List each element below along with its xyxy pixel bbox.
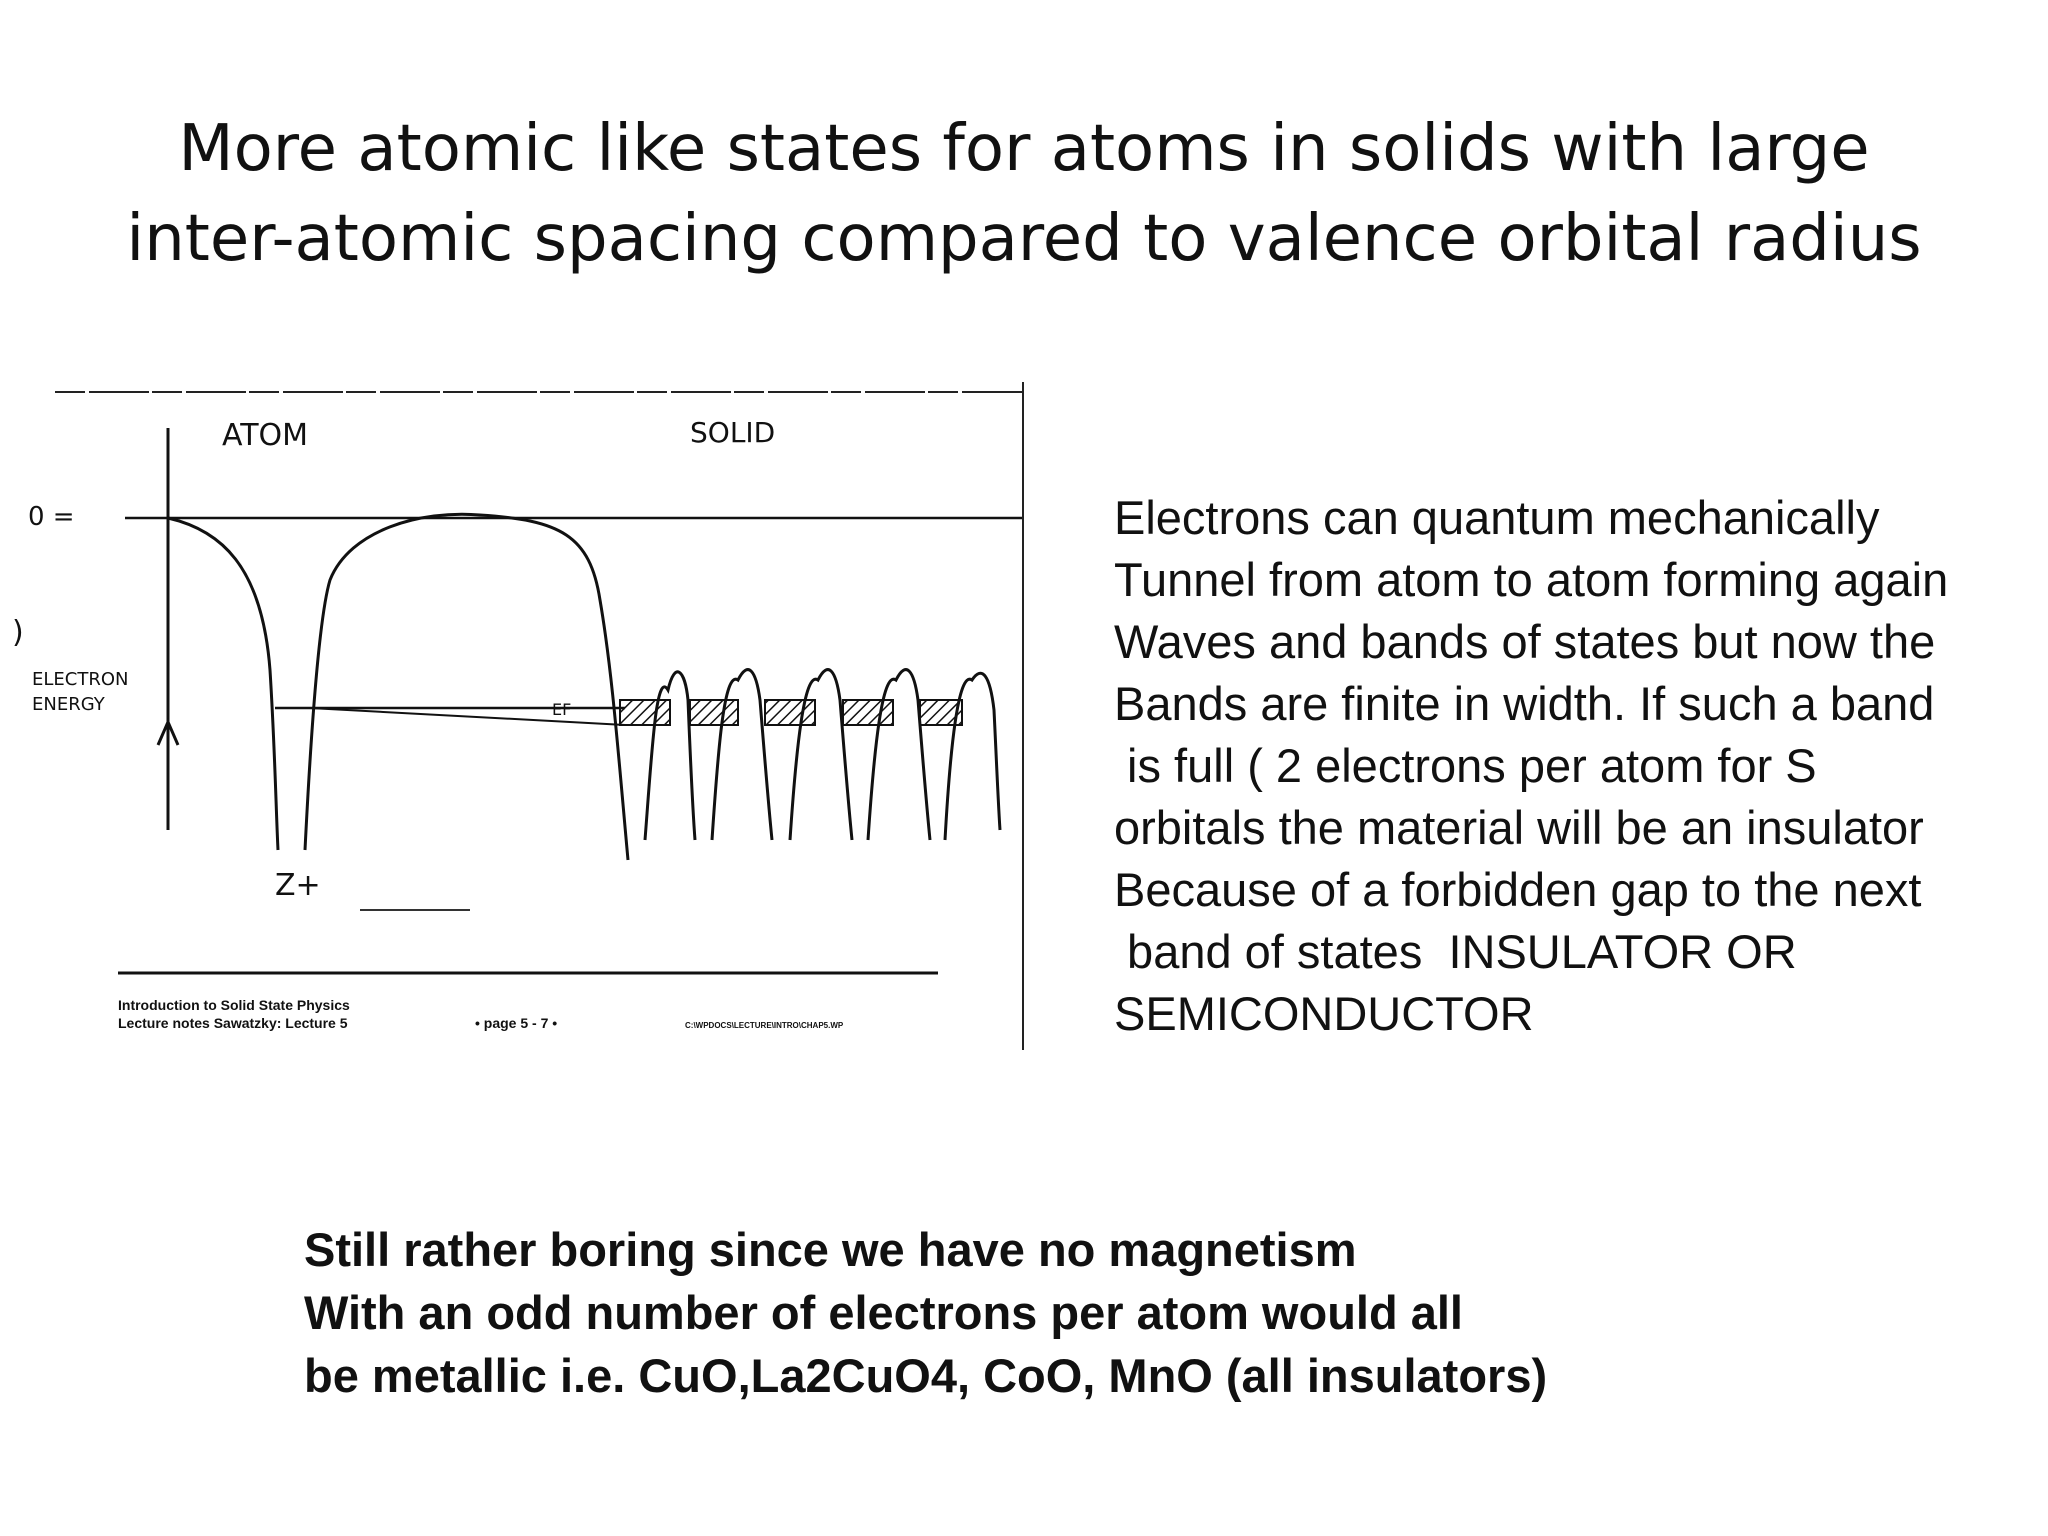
solid-well-2 [712, 670, 772, 840]
body-line-9: SEMICONDUCTOR [1114, 987, 1534, 1040]
solid-well-1 [645, 672, 695, 840]
label-zero: 0 = [28, 502, 75, 532]
band-diagram [0, 370, 1040, 1060]
label-ef: EF [552, 700, 572, 719]
label-electron: ELECTRON [32, 669, 129, 690]
body-line-6: orbitals the material will be an insulator [1114, 801, 1924, 854]
hatched-band [620, 700, 962, 725]
bottom-line-3: be metallic i.e. CuO,La2CuO4, CoO, MnO (all insulators) [304, 1349, 1548, 1402]
body-line-4: Bands are finite in width. If such a band [1114, 677, 1935, 730]
label-z-plus: Z+ [275, 868, 321, 903]
footer-right: C:\WPDOCS\LECTURE\INTRO\CHAP5.WP [685, 1021, 844, 1030]
body-line-8: band of states INSULATOR OR [1114, 925, 1797, 978]
footer-left-2: Lecture notes Sawatzky: Lecture 5 [118, 1015, 348, 1031]
solid-well-4 [868, 670, 930, 840]
body-line-5: is full ( 2 electrons per atom for S [1114, 739, 1817, 792]
bottom-line-1: Still rather boring since we have no magnetism [304, 1223, 1357, 1276]
solid-well-5 [945, 673, 1000, 840]
label-atom: ATOM [222, 418, 309, 453]
level-slope-line [310, 708, 625, 725]
body-line-3: Waves and bands of states but now the [1114, 615, 1936, 668]
footer-mid: • page 5 - 7 • [475, 1015, 558, 1031]
body-line-1: Electrons can quantum mechanically [1114, 491, 1880, 544]
bottom-line-2: With an odd number of electrons per atom would all [304, 1286, 1463, 1339]
label-bracket: ) [12, 615, 24, 650]
title-line-1: More atomic like states for atoms in solids with large [178, 112, 1870, 186]
atom-potential-curve [168, 514, 628, 860]
label-solid: SOLID [690, 416, 776, 449]
body-line-7: Because of a forbidden gap to the next [1114, 863, 1922, 916]
body-line-2: Tunnel from atom to atom forming again [1114, 553, 1949, 606]
solid-well-3 [790, 670, 852, 840]
title-line-2: inter-atomic spacing compared to valence orbital radius [126, 202, 1922, 276]
footer-left-1: Introduction to Solid State Physics [118, 997, 350, 1013]
label-energy: ENERGY [32, 694, 105, 715]
